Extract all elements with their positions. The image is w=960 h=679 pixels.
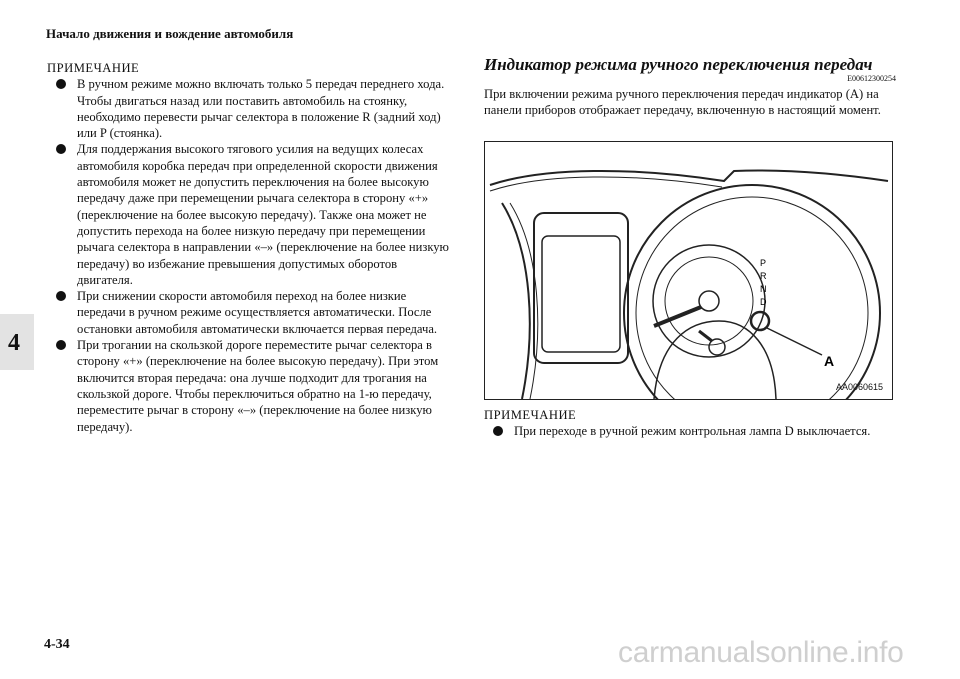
bullet-dot-icon bbox=[56, 79, 66, 89]
bullet-dot-icon bbox=[493, 426, 503, 436]
note-bullet bbox=[47, 76, 452, 141]
right-column bbox=[484, 54, 896, 119]
note-bullet-text: При снижении скорости автомобиля переход на более низкие передачи в ручном режиме осуществляется автоматически. После остановки автомобиля автоматически включается первая передача. bbox=[77, 289, 438, 336]
watermark: carmanualsonline.info bbox=[618, 636, 904, 669]
note-bullet-text: В ручном режиме можно включать только 5 передач переднего хода. Чтобы двигаться назад или поставить автомобиль на стоянку, необходимо перевести рычаг селектора в положение R (задний ход) или P (стоянка). bbox=[77, 77, 445, 141]
figure-code: AA0060615 bbox=[835, 382, 883, 392]
gear-letter: N bbox=[760, 284, 767, 294]
note-bullet bbox=[47, 288, 452, 337]
section-title: Индикатор режима ручного переключения передач bbox=[484, 55, 873, 74]
left-column bbox=[47, 60, 452, 435]
note-bullet-text: При переходе в ручной режим контрольная лампа D выключается. bbox=[514, 424, 871, 439]
note-bullet bbox=[47, 337, 452, 435]
instrument-panel-figure bbox=[484, 141, 893, 400]
right-note bbox=[484, 407, 896, 440]
section-code: E00612300254 bbox=[847, 74, 896, 83]
note-bullet-text: Для поддержания высокого тягового усилия на ведущих колесах автомобиля коробка передач при определенной скорости движения автомобиля может не допустить переключения на более высокую передачу даже при перемещении рычага селектора в сторону «+» (переключение на более высокую передачу). Также она может не допустить перехода на более низкую передачу при перемещении рычага селектора в направлении «–» (переключение на более низкую передачу) во избежание превышения допустимых оборотов двигателя. bbox=[77, 142, 449, 287]
note-bullet bbox=[484, 423, 896, 439]
chapter-number: 4 bbox=[8, 330, 20, 356]
note-bullet-text: При трогании на скользкой дороге переместите рычаг селектора в сторону «+» (переключение на более высокую передачу). При этом включится вторая передача: она лучше подходит для трогания на скользкой дороге. Чтобы переключиться обратно на 1-ю передачу, переместите рычаг в сторону «–» (переключение на более низкую передачу). bbox=[77, 338, 439, 434]
note-heading: ПРИМЕЧАНИЕ bbox=[47, 61, 140, 75]
gear-letter: R bbox=[760, 271, 767, 281]
bullet-dot-icon bbox=[56, 291, 66, 301]
gear-letter: P bbox=[760, 258, 767, 268]
intro-paragraph: При включении режима ручного переключения передач индикатор (A) на панели приборов отображает передачу, включенную в настоящий момент. bbox=[484, 87, 881, 118]
callout-label: A bbox=[824, 353, 835, 369]
running-header: Начало движения и вождение автомобиля bbox=[46, 26, 294, 41]
note-bullet bbox=[47, 141, 452, 288]
instrument-panel-illustration bbox=[484, 141, 893, 400]
page-number: 4-34 bbox=[44, 637, 70, 652]
bullet-dot-icon bbox=[56, 340, 66, 350]
note-heading: ПРИМЕЧАНИЕ bbox=[484, 408, 577, 422]
gear-letter: D bbox=[760, 297, 767, 307]
bullet-dot-icon bbox=[56, 144, 66, 154]
